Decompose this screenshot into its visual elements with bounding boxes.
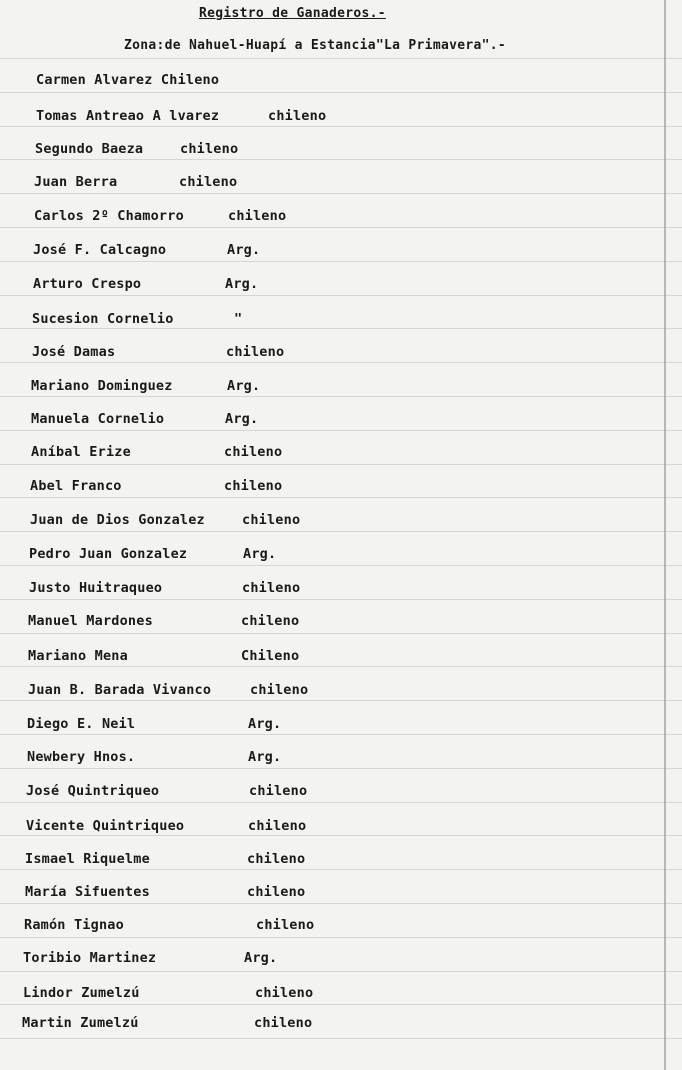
rancher-name: Tomas Antreao A lvarez <box>36 108 220 124</box>
ruled-line <box>0 734 682 735</box>
rancher-entry <box>28 682 640 700</box>
page-edge-line <box>664 0 666 1070</box>
ruled-line <box>0 261 682 262</box>
rancher-entry <box>29 546 640 564</box>
rancher-name: Carlos 2º Chamorro <box>34 208 184 224</box>
rancher-name: Segundo Baeza <box>35 141 144 157</box>
rancher-entry <box>22 1015 640 1033</box>
ruled-line <box>0 971 682 972</box>
rancher-nationality: chileno <box>180 141 239 157</box>
rancher-nationality: Arg. <box>225 411 259 427</box>
rancher-nationality: chileno <box>250 682 309 698</box>
rancher-entry <box>23 950 640 968</box>
rancher-entry <box>28 613 640 631</box>
rancher-entry <box>26 818 640 836</box>
rancher-nationality: Arg. <box>248 716 282 732</box>
rancher-nationality: Arg. <box>227 242 261 258</box>
rancher-name: Lindor Zumelzú <box>23 985 140 1001</box>
rancher-nationality: Chileno <box>241 648 300 664</box>
ruled-line <box>0 362 682 363</box>
ruled-line <box>0 633 682 634</box>
rancher-name: Vicente Quintriqueo <box>26 818 185 834</box>
ruled-line <box>0 1038 682 1039</box>
rancher-name: Carmen Alvarez Chileno <box>36 72 220 88</box>
rancher-name: Arturo Crespo <box>33 276 142 292</box>
document-subtitle: Zona:de Nahuel-Huapí a Estancia"La Primavera".- <box>124 38 506 53</box>
ruled-line <box>0 58 682 59</box>
rancher-entry <box>35 141 640 159</box>
rancher-nationality: chileno <box>249 783 308 799</box>
ruled-line <box>0 565 682 566</box>
rancher-name: Aníbal Erize <box>31 444 131 460</box>
ruled-line <box>0 396 682 397</box>
document-title: Registro de Ganaderos.- <box>199 6 386 21</box>
ruled-line <box>0 802 682 803</box>
rancher-nationality: chileno <box>228 208 287 224</box>
rancher-entry <box>32 344 640 362</box>
ruled-line <box>0 666 682 667</box>
rancher-nationality: chileno <box>254 1015 313 1031</box>
rancher-entry <box>25 851 640 869</box>
rancher-nationality: chileno <box>255 985 314 1001</box>
rancher-nationality: chileno <box>247 884 306 900</box>
rancher-entry <box>23 985 640 1003</box>
ruled-line <box>0 295 682 296</box>
ruled-line <box>0 159 682 160</box>
ruled-line <box>0 869 682 870</box>
rancher-entry <box>33 242 640 260</box>
ruled-line <box>0 464 682 465</box>
rancher-nationality: chileno <box>256 917 315 933</box>
rancher-entry <box>31 444 640 462</box>
rancher-entry <box>36 72 640 90</box>
rancher-nationality: chileno <box>268 108 327 124</box>
rancher-nationality: Arg. <box>225 276 259 292</box>
rancher-nationality: Arg. <box>244 950 278 966</box>
ruled-line <box>0 126 682 127</box>
rancher-entry <box>27 716 640 734</box>
rancher-name: Justo Huitraqueo <box>29 580 163 596</box>
rancher-nationality: chileno <box>247 851 306 867</box>
rancher-name: Ismael Riquelme <box>25 851 150 867</box>
rancher-nationality: chileno <box>242 512 301 528</box>
rancher-entry <box>34 174 640 192</box>
rancher-nationality: chileno <box>224 478 283 494</box>
rancher-name: Mariano Mena <box>28 648 128 664</box>
rancher-nationality: chileno <box>226 344 285 360</box>
rancher-nationality: Arg. <box>227 378 261 394</box>
rancher-entry <box>28 648 640 666</box>
rancher-name: José F. Calcagno <box>33 242 167 258</box>
ruled-line <box>0 92 682 93</box>
rancher-name: Pedro Juan Gonzalez <box>29 546 188 562</box>
rancher-entry <box>26 783 640 801</box>
rancher-entry <box>32 311 640 329</box>
rancher-entry <box>36 108 640 126</box>
rancher-name: Manuel Mardones <box>28 613 153 629</box>
rancher-name: José Damas <box>32 344 116 360</box>
rancher-entry <box>31 411 640 429</box>
rancher-entry <box>30 512 640 530</box>
rancher-nationality: chileno <box>248 818 307 834</box>
ruled-line <box>0 768 682 769</box>
rancher-name: José Quintriqueo <box>26 783 160 799</box>
ruled-line <box>0 599 682 600</box>
rancher-entry <box>33 276 640 294</box>
rancher-entry <box>34 208 640 226</box>
rancher-name: María Sifuentes <box>25 884 150 900</box>
rancher-entry <box>24 917 640 935</box>
rancher-nationality: Arg. <box>248 749 282 765</box>
ruled-line <box>0 430 682 431</box>
rancher-name: Manuela Cornelio <box>31 411 165 427</box>
rancher-nationality: chileno <box>224 444 283 460</box>
ruled-line <box>0 903 682 904</box>
rancher-name: Ramón Tignao <box>24 917 124 933</box>
ruled-line <box>0 227 682 228</box>
rancher-name: Martin Zumelzú <box>22 1015 139 1031</box>
rancher-name: Toribio Martinez <box>23 950 157 966</box>
rancher-nationality: chileno <box>242 580 301 596</box>
rancher-nationality: Arg. <box>243 546 277 562</box>
rancher-entry <box>29 580 640 598</box>
rancher-entry <box>31 378 640 396</box>
ruled-line <box>0 193 682 194</box>
ruled-line <box>0 937 682 938</box>
rancher-entry <box>25 884 640 902</box>
rancher-entry <box>30 478 640 496</box>
rancher-name: Juan de Dios Gonzalez <box>30 512 205 528</box>
rancher-name: Diego E. Neil <box>27 716 136 732</box>
rancher-name: Mariano Dominguez <box>31 378 173 394</box>
ruled-line <box>0 497 682 498</box>
rancher-name: Juan B. Barada Vivanco <box>28 682 212 698</box>
ruled-line <box>0 1004 682 1005</box>
rancher-name: Sucesion Cornelio <box>32 311 174 327</box>
ruled-line <box>0 531 682 532</box>
rancher-nationality: chileno <box>179 174 238 190</box>
rancher-name: Newbery Hnos. <box>27 749 136 765</box>
rancher-entry <box>27 749 640 767</box>
rancher-name: Abel Franco <box>30 478 122 494</box>
rancher-name: Juan Berra <box>34 174 118 190</box>
ruled-line <box>0 700 682 701</box>
rancher-nationality: " <box>234 311 243 327</box>
rancher-nationality: chileno <box>241 613 300 629</box>
